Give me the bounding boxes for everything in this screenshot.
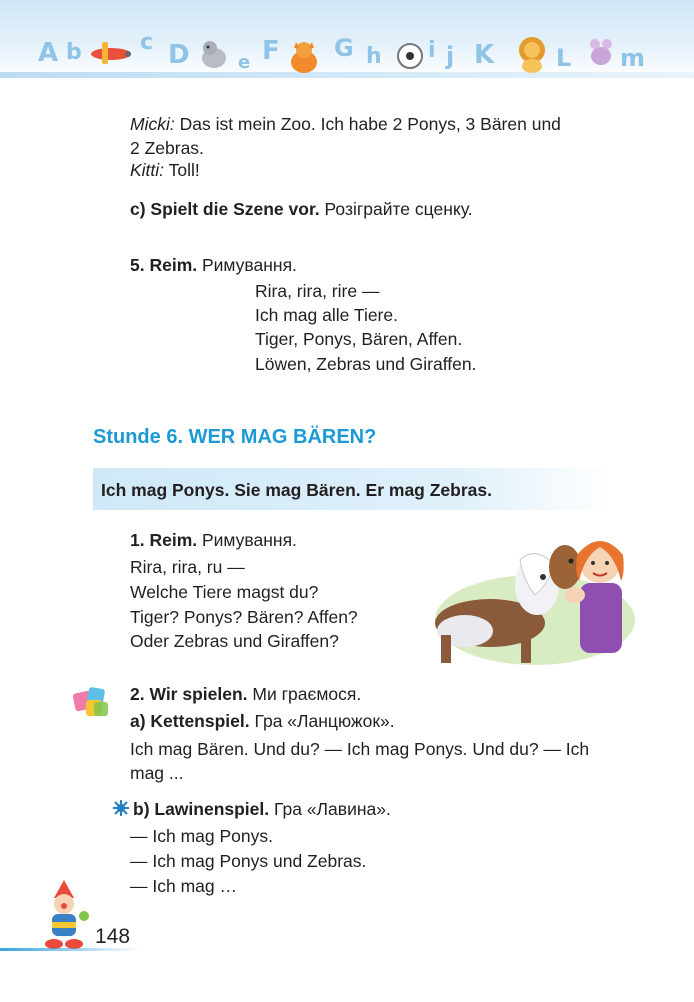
star-bullet-icon [113, 800, 129, 816]
task-c-title: c) Spielt die Szene vor. [130, 199, 320, 219]
mouse-icon [586, 34, 616, 68]
task-c-translation: Розіграйте сценку. [319, 199, 473, 219]
verse-line: Welche Tiere magst du? [130, 582, 319, 602]
header-letter: b [66, 40, 82, 65]
dice-icon [72, 686, 112, 718]
header-letter: m [620, 44, 646, 72]
verse-line: Tiger, Ponys, Bären, Affen. [255, 329, 463, 349]
header-letter: L [556, 44, 572, 72]
airplane-icon [88, 36, 134, 66]
verse-line: Tiger? Ponys? Bären? Affen? [130, 607, 358, 627]
fox-icon [284, 36, 324, 76]
dialog-text: 2 Zebras. [130, 138, 204, 158]
speaker-name: Micki: [130, 114, 175, 134]
exercise-1-translation: Римування. [197, 530, 297, 550]
clown-illustration [36, 880, 92, 952]
task-b-line: — Ich mag Ponys. [130, 826, 273, 846]
verse-line: Löwen, Zebras und Giraffen. [255, 354, 477, 374]
dialog-text: Toll! [164, 160, 200, 180]
speaker-name: Kitti: [130, 160, 165, 180]
dialog-line [130, 112, 561, 136]
header-letter: c [140, 30, 154, 55]
exercise-2-translation: Ми граємося. [247, 684, 362, 704]
header-letter: e [238, 52, 251, 73]
task-c [130, 197, 473, 221]
girl-with-pony-illustration [425, 525, 640, 670]
task-a-line: Ich mag Bären. Und du? — Ich mag Ponys. Und du? — Ich [130, 739, 590, 759]
task-a-line: mag ... [130, 763, 184, 783]
task-b-translation: Гра «Лавина». [269, 799, 391, 819]
header-letter: D [168, 40, 190, 70]
task-a-title: a) Kettenspiel. [130, 711, 250, 731]
task-5 [130, 253, 297, 277]
task-5-translation: Римування. [197, 255, 297, 275]
exercise-1-title: 1. Reim. [130, 530, 198, 550]
task-a-translation: Гра «Ланцюжок». [249, 711, 395, 731]
verse-line: Oder Zebras und Giraffen? [130, 631, 339, 651]
task-b-title: b) Lawinenspiel. [133, 799, 270, 819]
lesson-banner-text: Ich mag Ponys. Sie mag Bären. Er mag Zebras. [101, 480, 492, 500]
verse-line: Rira, rira, ru — [130, 557, 245, 577]
exercise-1 [130, 528, 297, 552]
dog-icon [196, 36, 232, 72]
dialog-line [130, 158, 200, 182]
verse-line: Ich mag alle Tiere. [255, 305, 398, 325]
header-letter: K [474, 40, 495, 70]
header-letter: G [334, 34, 354, 62]
verse-line: Rira, rira, rire — [255, 281, 380, 301]
ball-icon [396, 42, 424, 70]
exercise-2-title: 2. Wir spielen. [130, 684, 248, 704]
header-letter: h [366, 44, 382, 69]
header-letter: j [446, 42, 455, 70]
task-b [133, 797, 391, 821]
header-letter: F [262, 36, 280, 66]
task-b-line: — Ich mag … [130, 876, 237, 896]
task-5-title: 5. Reim. [130, 255, 198, 275]
header-letter: i [428, 38, 436, 63]
header-letter: A [38, 38, 59, 68]
page-number: 148 [95, 925, 131, 948]
lesson-title: Stunde 6. WER MAG BÄREN? [93, 426, 377, 448]
dialog-text: Das ist mein Zoo. Ich habe 2 Ponys, 3 Bären und [174, 114, 561, 134]
task-a [130, 709, 395, 733]
task-b-line: — Ich mag Ponys und Zebras. [130, 851, 367, 871]
lion-icon [512, 32, 552, 74]
exercise-2 [130, 682, 361, 706]
header-strip [0, 72, 694, 78]
